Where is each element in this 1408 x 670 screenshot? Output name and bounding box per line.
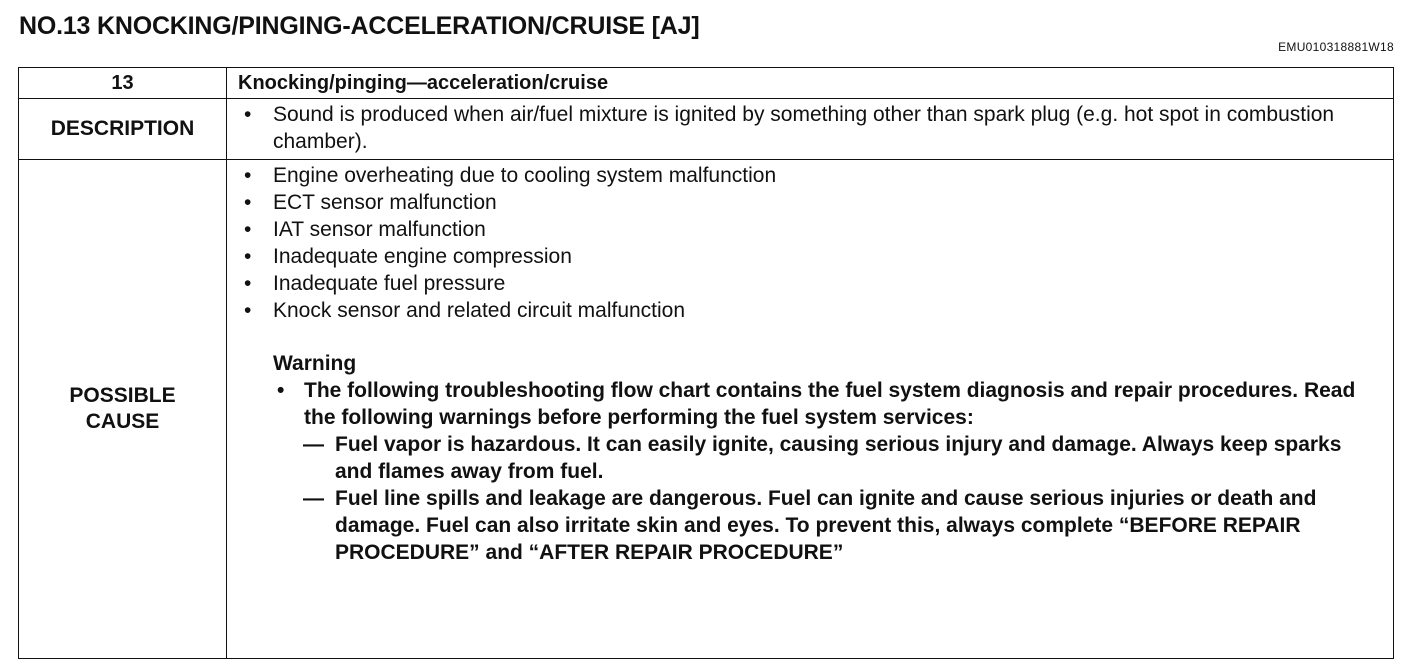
bullet-icon: • [277, 379, 285, 402]
list-item: • Inadequate engine compression [227, 243, 1383, 270]
dash-icon: — [303, 487, 324, 510]
dash-icon: — [303, 433, 324, 456]
symptom-heading: Knocking/pinging—acceleration/cruise [227, 68, 1394, 99]
warning-subitem-text: Fuel vapor is hazardous. It can easily ignite, causing serious injury and damage. Always keep sparks and flames away from fuel. [335, 433, 1342, 483]
possible-cause-label [19, 160, 227, 659]
warning-subitem-text: Fuel line spills and leakage are dangerous. Fuel can ignite and cause serious injuries or death and damage. Fuel can also irritate skin and eyes. To prevent this, always complete “BEFORE REPAIR PROCEDURE” and “AFTER REPAIR PROCEDURE” [335, 487, 1317, 564]
list-item: • ECT sensor malfunction [227, 189, 1383, 216]
troubleshooting-table [18, 67, 1394, 659]
warning-title: Warning [273, 352, 357, 375]
list-item: • Engine overheating due to cooling system malfunction [227, 162, 1383, 189]
symptom-number: 13 [19, 68, 227, 99]
possible-cause-body [227, 160, 1394, 659]
warning-subitem [227, 431, 1383, 485]
possible-cause-row [19, 160, 1394, 659]
table-header-row [19, 68, 1394, 99]
warning-main-text: The following troubleshooting flow chart contains the fuel system diagnosis and repair procedures. Read the following warnings before performing the fuel system services: [304, 379, 1356, 429]
list-item: • IAT sensor malfunction [227, 216, 1383, 243]
description-row [19, 99, 1394, 160]
description-bullet: • Sound is produced when air/fuel mixture is ignited by something other than spark plug (e.g. hot spot in combustion chamber). [227, 101, 1383, 155]
description-body [227, 99, 1394, 160]
description-list [227, 101, 1383, 155]
cause-list [227, 162, 1383, 324]
document-code: EMU010318881W18 [1278, 40, 1394, 54]
list-item: • Knock sensor and related circuit malfunction [227, 297, 1383, 324]
possible-cause-label-text: POSSIBLE CAUSE [69, 384, 176, 433]
page-title: NO.13 KNOCKING/PINGING-ACCELERATION/CRUISE [AJ] [19, 12, 700, 40]
warning-main [227, 377, 1383, 431]
list-item: • Inadequate fuel pressure [227, 270, 1383, 297]
description-label: DESCRIPTION [19, 99, 227, 160]
warning-block [227, 350, 1383, 566]
warning-subitem [227, 485, 1383, 566]
